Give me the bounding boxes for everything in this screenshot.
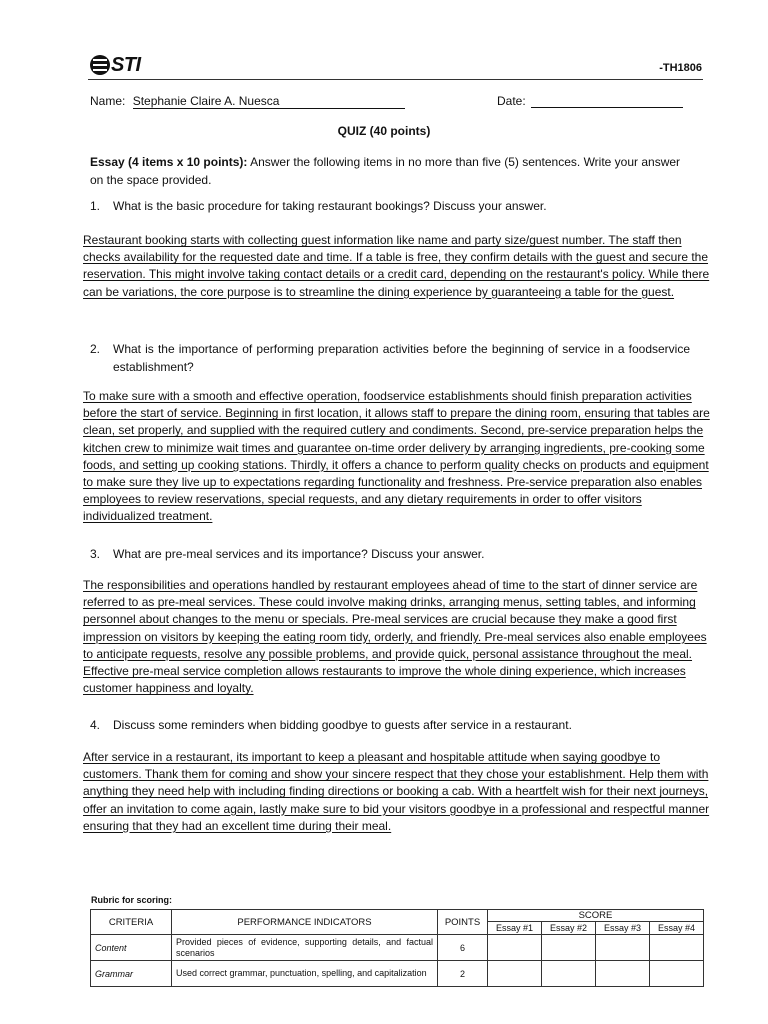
date-row (497, 94, 683, 108)
name-field[interactable]: Stephanie Claire A. Nuesca (133, 95, 405, 109)
question-4 (90, 716, 690, 734)
question-text: What is the basic procedure for taking restaurant bookings? Discuss your answer. (113, 199, 547, 213)
table-row (91, 935, 704, 961)
answer-3[interactable]: The responsibilities and operations handled by restaurant employees ahead of time to the start of dinner service are referred to as pre-meal services. These could involve making drinks, arranging menus, setting tables, and informing personnel about changes to the menu or specials. Pre-meal services are crucial because they make a good first impression on visitors by keeping the eating room tidy, orderly, and friendly. Pre-meal services also enable employees to anticipate requests, resolve any possible problems, and provide quick, personal assistance throughout the meal. Effective pre-meal service completion allows restaurants to improve the whole dining experience, which increases customer happiness and loyalty. (83, 578, 707, 696)
question-number: 2. (90, 342, 101, 356)
score-cell[interactable] (542, 935, 596, 961)
header-divider (88, 79, 703, 80)
question-text: Discuss some reminders when bidding goodbye to guests after service in a restaurant. (113, 718, 572, 732)
name-row (90, 94, 405, 109)
score-cell[interactable] (542, 961, 596, 987)
sti-logo (90, 54, 141, 76)
essay-2-header: Essay #2 (542, 922, 596, 935)
question-number: 1. (90, 199, 101, 213)
instructions (90, 153, 690, 189)
answer-2[interactable]: To make sure with a smooth and effective operation, foodservice establishments should finish preparation activities before the start of service. Beginning in first location, it allows staff to prepare the dining room, ensuring that tables are clean, set properly, and supplied with the required cutlery and condiments. Second, pre-service preparation helps the kitchen crew to minimize wait times and guarantee on-time order delivery by arranging ingredients, pre-cooking some foods, and setting up cooking stations. Thirdly, it offers a chance to perform quality checks on products and equipment to make sure they live up to expectations regarding functionality and freshness. Pre-service preparation also enables employees to review reservations, special requests, and any dietary requirements in order to offer visitors individualized treatment. (83, 389, 710, 524)
essay-4-header: Essay #4 (650, 922, 704, 935)
question-3 (90, 545, 690, 563)
name-label: Name: (90, 94, 126, 108)
question-text: What are pre-meal services and its importance? Discuss your answer. (113, 547, 485, 561)
rubric-table (90, 909, 704, 987)
criteria-cell: Content (91, 935, 172, 961)
score-cell[interactable] (650, 961, 704, 987)
globe-icon (90, 55, 110, 75)
table-row (91, 961, 704, 987)
points-header: POINTS (438, 910, 488, 935)
document-code: -TH1806 (659, 62, 702, 74)
instructions-bold: Essay (4 items x 10 points): (90, 155, 248, 169)
question-text: What is the importance of performing preparation activities before the beginning of service in a foodservice establishment? (113, 342, 690, 374)
indicator-cell: Used correct grammar, punctuation, spelling, and capitalization (172, 961, 438, 987)
answer-1[interactable]: Restaurant booking starts with collecting guest information like name and party size/guest number. The staff then checks availability for the requested date and time. If a table is free, they confirm details with the guest and secure the reservation. This might involve taking contact details or a credit card, depending on the restaurant's policy. While there can be variations, the core purpose is to streamline the dining experience by guaranteeing a table for the guest. (83, 233, 710, 299)
score-header: SCORE (488, 910, 704, 922)
question-number: 4. (90, 718, 101, 732)
question-1 (90, 197, 690, 215)
criteria-header: CRITERIA (91, 910, 172, 935)
instructions-text: Answer the following items in no more than five (5) sentences. Write your answer on the space provided. (90, 155, 681, 187)
quiz-title: QUIZ (40 points) (337, 124, 431, 138)
essay-3-header: Essay #3 (596, 922, 650, 935)
score-cell[interactable] (650, 935, 704, 961)
date-field[interactable] (531, 94, 683, 108)
answer-4[interactable]: After service in a restaurant, its important to keep a pleasant and hospitable attitude when saying goodbye to customers. Thank them for coming and show your sincere respect that they chose your establishment. Help them with anything they need help with including finding directions or booking a cab. With a heartfelt wish for their next journeys, offer an invitation to come again, lastly make sure to bid your visitors goodbye in a professional and respectful manner ensuring that they had an excellent time during their meal. (83, 750, 710, 833)
logo-text: STI (111, 53, 141, 76)
indicators-header: PERFORMANCE INDICATORS (172, 910, 438, 935)
essay-1-header: Essay #1 (488, 922, 542, 935)
criteria-cell: Grammar (91, 961, 172, 987)
date-label: Date: (497, 94, 526, 108)
points-cell: 6 (438, 935, 488, 961)
question-number: 3. (90, 547, 101, 561)
score-cell[interactable] (596, 935, 650, 961)
score-cell[interactable] (488, 961, 542, 987)
question-2 (90, 340, 690, 376)
score-cell[interactable] (596, 961, 650, 987)
rubric-label: Rubric for scoring: (91, 895, 173, 905)
points-cell: 2 (438, 961, 488, 987)
score-cell[interactable] (488, 935, 542, 961)
indicator-cell: Provided pieces of evidence, supporting details, and factual scenarios (172, 935, 438, 961)
